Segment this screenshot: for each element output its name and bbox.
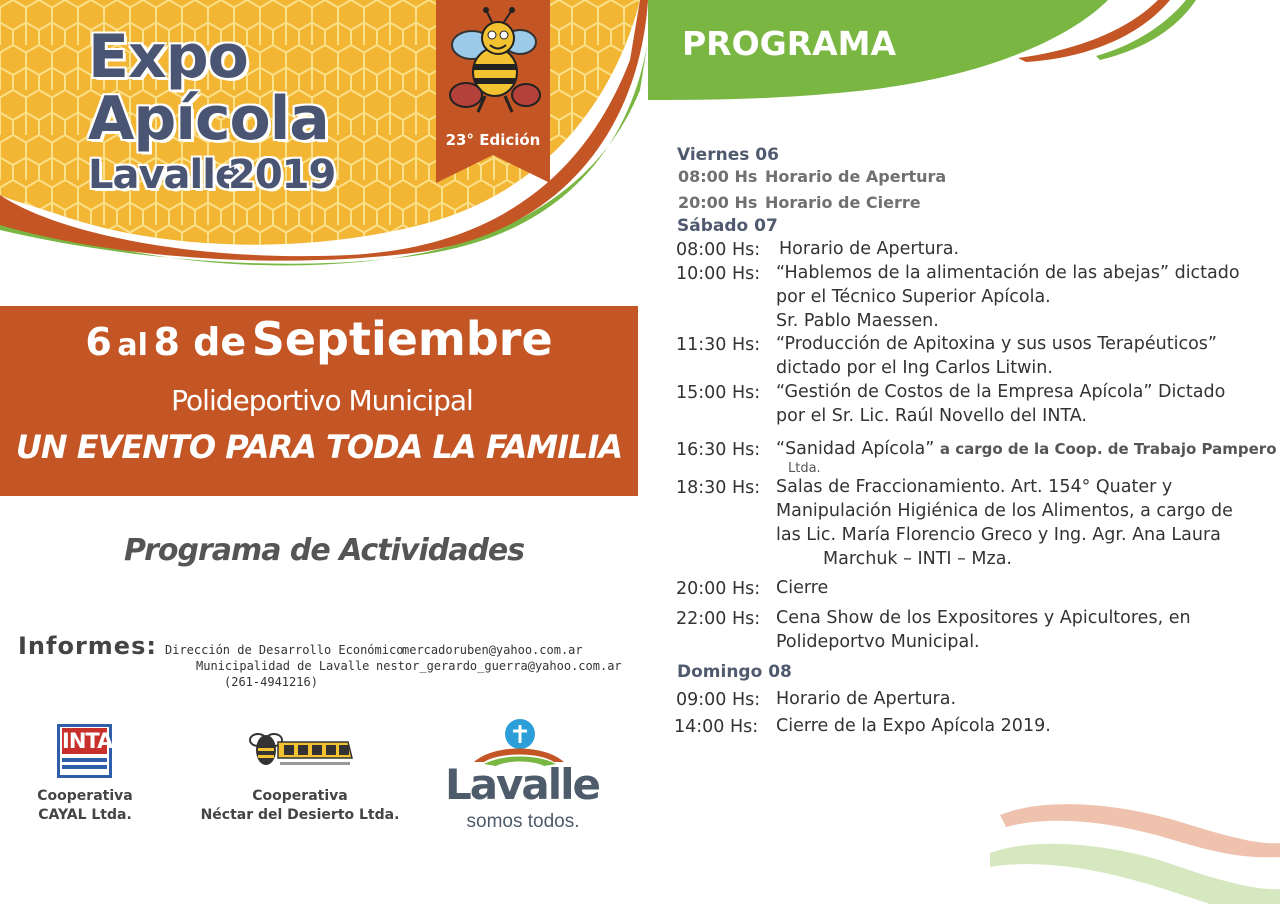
- coop-cayal-name: [20, 787, 150, 825]
- schedule-line: “Hablemos de la alimentación de las abejas” dictado: [776, 263, 1240, 283]
- event-slogan: UN EVENTO PARA TODA LA FAMILIA: [15, 428, 623, 466]
- title-lavalle: Lavalle: [88, 152, 242, 198]
- event-venue: Polideportivo Municipal: [171, 384, 473, 417]
- info-org-line1: Dirección de Desarrollo Económico: [165, 643, 404, 657]
- schedule-line: por el Técnico Superior Apícola.: [776, 287, 1051, 307]
- coop-cayal-line2: CAYAL Ltda.: [38, 807, 132, 823]
- schedule-line: Polideportvo Municipal.: [776, 632, 980, 652]
- schedule-text: [776, 606, 1191, 654]
- day-heading-friday: Viernes 06: [677, 145, 779, 165]
- schedule-line-small: Ltda.: [788, 461, 821, 476]
- info-email-1[interactable]: mercadoruben@yahoo.com.ar: [402, 643, 583, 657]
- schedule-line: Salas de Fraccionamiento. Art. 154° Quater y: [776, 477, 1173, 497]
- inta-logo-text: INTA: [62, 729, 113, 753]
- schedule-text: [779, 237, 959, 261]
- schedule-line: Marchuk – INTI – Mza.: [823, 549, 1012, 569]
- informes-label: Informes:: [18, 632, 157, 660]
- schedule-time: 10:00 Hs:: [676, 264, 761, 284]
- schedule-line: Cierre: [776, 578, 829, 598]
- day-heading-sunday: Domingo 08: [677, 662, 792, 682]
- schedule-time: 16:30 Hs:: [676, 440, 761, 460]
- event-banner: [0, 306, 638, 496]
- schedule-text: Horario de Cierre: [765, 193, 921, 212]
- info-email-2[interactable]: nestor_gerardo_guerra@yahoo.com.ar: [376, 659, 622, 673]
- schedule-time: 22:00 Hs:: [676, 609, 761, 629]
- schedule-time: 08:00 Hs: [678, 167, 758, 186]
- lavalle-tagline: somos todos.: [466, 811, 580, 832]
- decorative-swoosh-graphic: [990, 795, 1280, 904]
- coop-nectar-line2: Néctar del Desierto Ltda.: [200, 807, 400, 823]
- inta-logo-stripe: [62, 758, 107, 762]
- programa-title: PROGRAMA: [682, 24, 897, 63]
- schedule-line: Cierre de la Expo Apícola 2019.: [776, 716, 1051, 736]
- schedule-line: “Sanidad Apícola”: [776, 439, 935, 459]
- schedule-time: 11:30 Hs:: [676, 335, 761, 355]
- schedule-line: Horario de Apertura.: [779, 239, 960, 259]
- event-dates: [0, 312, 638, 366]
- schedule-time: 08:00 Hs:: [676, 240, 761, 260]
- date-start: 6: [85, 320, 112, 364]
- schedule-row: [678, 167, 947, 186]
- schedule-time: 09:00 Hs:: [676, 690, 761, 710]
- schedule-text: [776, 380, 1225, 428]
- activities-heading: Programa de Actividades: [124, 533, 525, 568]
- coop-nectar-line1: Cooperativa: [252, 788, 348, 804]
- schedule-text: Horario de Apertura: [765, 167, 947, 186]
- schedule-line: Sr. Pablo Maessen.: [776, 311, 939, 331]
- info-org-line2: Municipalidad de Lavalle: [196, 659, 370, 673]
- date-mid: al: [117, 328, 148, 363]
- schedule-line: Manipulación Higiénica de los Alimentos, a cargo de: [776, 501, 1233, 521]
- info-phone: (261-4941216): [224, 675, 318, 689]
- edition-badge: 23° Edición: [445, 131, 541, 149]
- schedule-time: 18:30 Hs:: [676, 478, 761, 498]
- schedule-line: Cena Show de los Expositores y Apicultores, en: [776, 608, 1191, 628]
- lavalle-wordmark: Lavalle: [444, 760, 600, 809]
- title-year: 2019: [228, 152, 336, 198]
- schedule-line: dictado por el Ing Carlos Litwin.: [776, 358, 1053, 378]
- inta-logo: [57, 724, 112, 778]
- schedule-row: [678, 193, 921, 212]
- date-end: 8 de: [153, 320, 247, 364]
- coop-cayal-line1: Cooperativa: [37, 788, 133, 804]
- inta-logo-stripe: [62, 765, 107, 769]
- schedule-line: Horario de Apertura.: [776, 689, 957, 709]
- schedule-time: 15:00 Hs:: [676, 383, 761, 403]
- schedule-time: 20:00 Hs: [678, 193, 758, 212]
- schedule-line: por el Sr. Lic. Raúl Novello del INTA.: [776, 406, 1087, 426]
- schedule-line: “Producción de Apitoxina y sus usos Terapéuticos”: [776, 334, 1217, 354]
- coop-nectar-name: [196, 787, 404, 825]
- schedule-text: [776, 261, 1240, 333]
- date-month: Septiembre: [251, 312, 553, 366]
- title-apicola: Apícola: [88, 84, 329, 154]
- schedule-text: [776, 475, 1233, 571]
- schedule-text: [776, 714, 1051, 738]
- schedule-text: [776, 332, 1217, 380]
- schedule-line: las Lic. María Florencio Greco y Ing. Agr. Ana Laura: [776, 525, 1221, 545]
- schedule-time: 14:00 Hs:: [674, 717, 759, 737]
- schedule-text: [776, 687, 956, 711]
- day-heading-saturday: Sábado 07: [677, 216, 778, 236]
- schedule-line: “Gestión de Costos de la Empresa Apícola” Dictado: [776, 382, 1226, 402]
- caaca-bee-logo: [248, 728, 354, 774]
- schedule-text: [776, 437, 1277, 477]
- schedule-time: 20:00 Hs:: [676, 579, 761, 599]
- title-expo: Expo: [88, 22, 248, 92]
- schedule-text: [776, 576, 828, 600]
- schedule-line-small: a cargo de la Coop. de Trabajo Pampero: [939, 440, 1277, 458]
